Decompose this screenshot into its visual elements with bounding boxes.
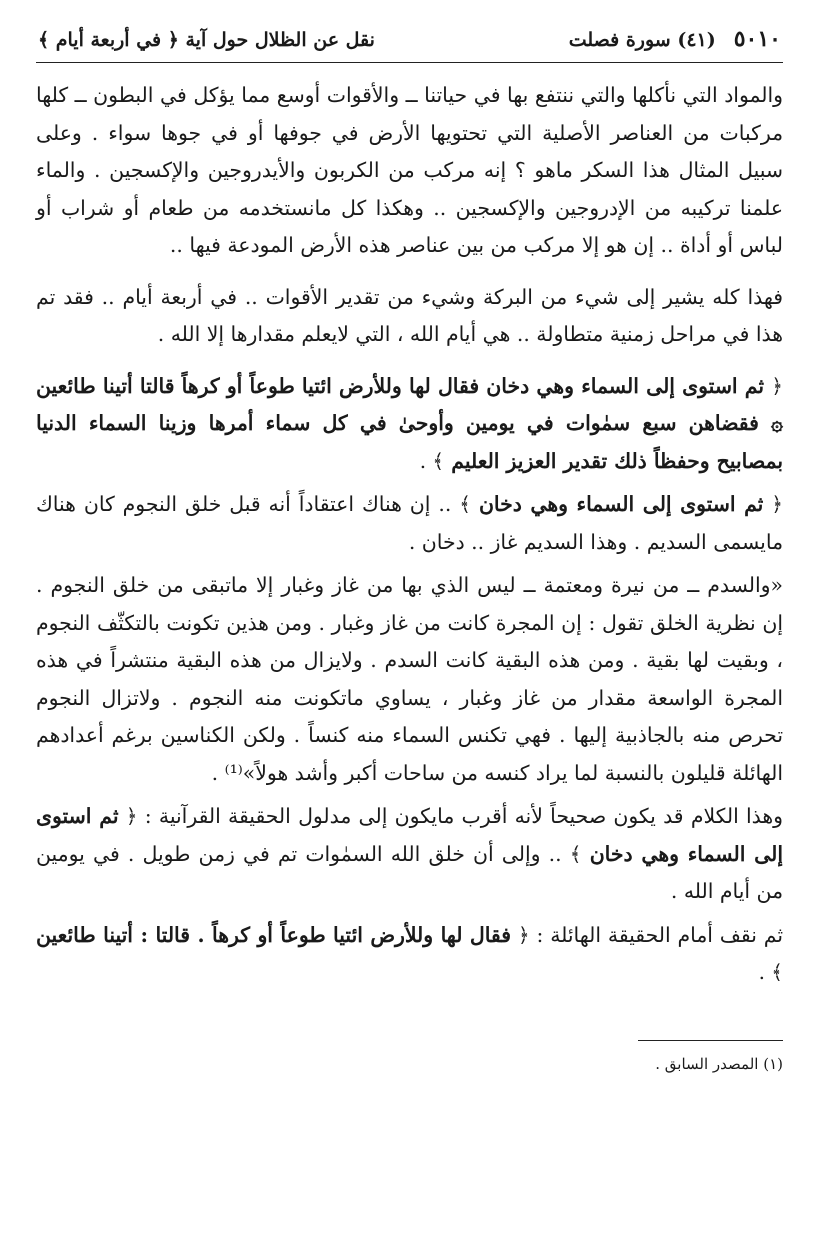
ornate-bracket-close: ﴾ bbox=[459, 492, 471, 516]
page-number: ٥٠١٠ bbox=[733, 26, 781, 52]
ornate-bracket-open: ﴿ bbox=[771, 492, 783, 516]
ornate-bracket-open: ﴿ bbox=[517, 922, 530, 947]
ornate-bracket-close: ﴾ bbox=[569, 841, 582, 866]
verse-text: ثم استوى إلى السماء وهي دخان فقال لها وللأرض ائتيا طوعاً أو كرهاً قالتا أتينا طائعين ۞ فقضاهن سبع سمٰوات في يومين وأوحىٰ في كل سماء أمرها وزينا السماء الدنيا بمصابيح وحفظاً ذلك تقدير العزيز العليم bbox=[36, 373, 783, 473]
quran-verse-block bbox=[36, 368, 783, 481]
paragraph-intro: وهذا الكلام قد يكون صحيحاً لأنه أقرب مايكون إلى مدلول الحقيقة القرآنية : bbox=[144, 804, 783, 828]
verse-quote: فقال لها وللأرض ائتيا طوعاً أو كرهاً . قالتا : أتينا طائعين bbox=[36, 922, 511, 947]
page-body bbox=[36, 63, 783, 1075]
ornate-bracket-open: ﴿ bbox=[125, 804, 138, 828]
ornate-bracket-close: ﴾ . bbox=[419, 448, 445, 473]
paragraph-intro: ثم نقف أمام الحقيقة الهائلة : bbox=[536, 922, 784, 947]
running-title: نقل عن الظلال حول آية ﴿ في أربعة أيام ﴾ bbox=[38, 29, 375, 51]
verse-quote: ثم استوى إلى السماء وهي دخان bbox=[478, 492, 764, 516]
header-right bbox=[569, 26, 781, 52]
paragraph-text: .. إن هناك اعتقاداً أنه قبل خلق النجوم كان هناك مايسمى السديم . وهذا السديم غاز .. دخان . bbox=[36, 492, 783, 554]
ornate-bracket-close: ﴾ . bbox=[758, 960, 783, 984]
page-header bbox=[36, 26, 783, 63]
paragraph-text: .. وإلى أن خلق الله السمٰوات تم في زمن طويل . في يومين من أيام الله . bbox=[36, 841, 783, 903]
verse-quote: ثم استوى إلى السماء وهي دخان bbox=[36, 804, 784, 866]
footnote: (١) المصدر السابق . bbox=[655, 1054, 783, 1073]
quoted-paragraph: «والسدم ــ من نيرة ومعتمة ــ ليس الذي بها من غاز وغبار إلا ماتبقى من خلق النجوم . إن نظرية الخلق تقول : إن المجرة كانت من غاز وغبار . ومن هذين تكونت بالتكثّف النجوم ، وبقيت لها بقية . ومن هذه البقية كانت السدم . ولايزال من هذه البقية منتشراً في هذه المجرة الواسعة مقدار من غاز وغبار ، يساوي ماتكونت منه النجوم . ولاتزال النجوم تحرص منه بالجاذبية إليها . فهي تكنس السماء منه كنساً . ولكن الكناسين برغم أعدادهم الهائلة قليلون بالنسبة لما يراد كنسه من ساحات أكبر وأشد هولاً»⁽¹⁾ . bbox=[36, 573, 783, 785]
paragraph-6 bbox=[36, 917, 783, 992]
paragraph-1: والمواد التي نأكلها والتي ننتفع بها في حياتنا ــ والأقوات أوسع مما يؤكل في البطون ــ كلها مركبات من العناصر الأصلية التي تحتويها الأرض في جوفها أو في جوها سواء . وعلى سبيل المثال هذا السكر ماهو ؟ إنه مركب من الكربون والأيدروجين والإكسجين . والماء علمنا تركيبه من الإدروجين والإكسجين .. وهكذا كل مانستخدمه من طعام أو شراب أو لباس أو أداة .. إن هو إلا مركب من بين عناصر هذه الأرض المودعة فيها .. bbox=[36, 83, 783, 257]
ornate-bracket-open: ﴿ bbox=[771, 373, 783, 398]
paragraph-2: فهذا كله يشير إلى شيء من البركة وشيء من تقدير الأقوات .. في أربعة أيام .. فقد تم هذا في مراحل زمنية متطاولة .. هي أيام الله ، التي لايعلم مقدارها إلا الله . bbox=[36, 284, 783, 346]
paragraph-5 bbox=[36, 798, 783, 911]
paragraph-3 bbox=[36, 486, 783, 561]
footnote-separator bbox=[638, 1040, 783, 1041]
surah-title: (٤١) سورة فصلت bbox=[568, 29, 716, 51]
